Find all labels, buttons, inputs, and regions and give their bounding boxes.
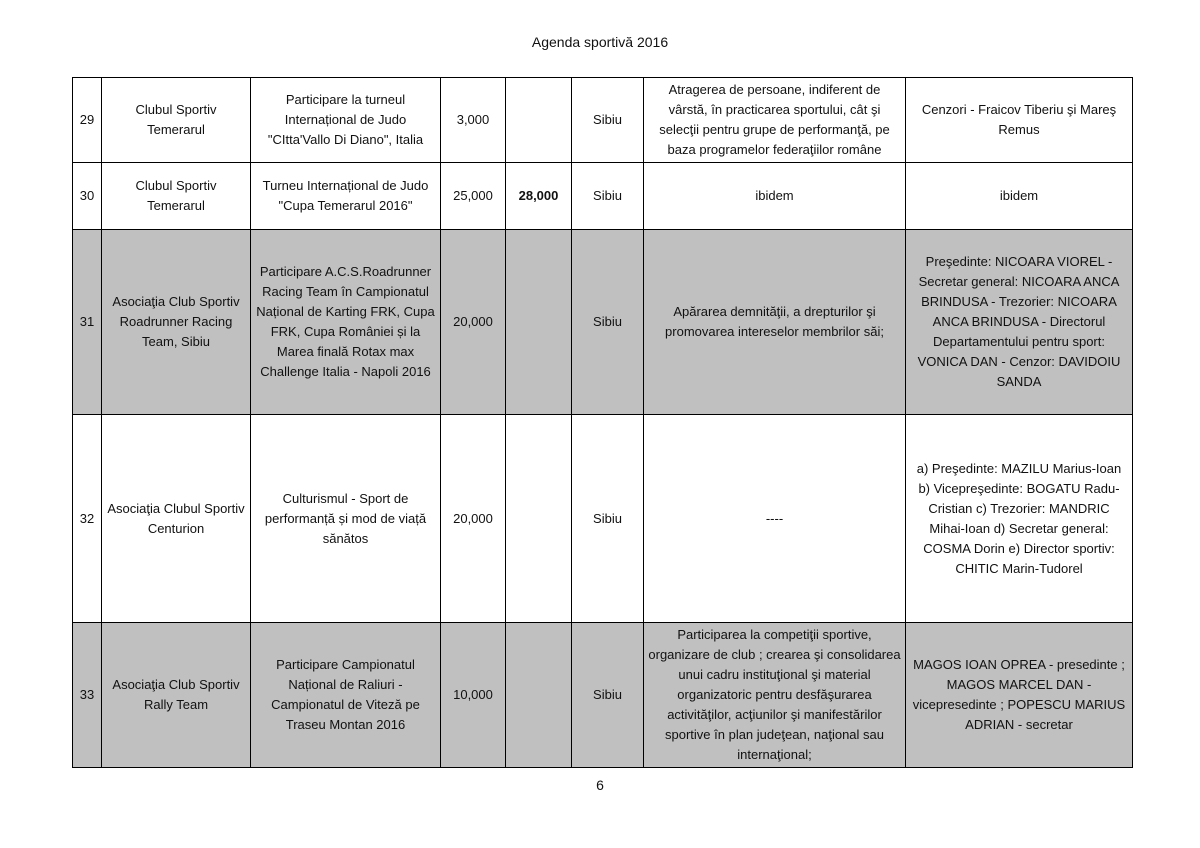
contact-persons: ibidem (906, 163, 1133, 230)
page-number: 6 (596, 777, 604, 793)
agenda-table (72, 77, 1133, 768)
amount: 3,000 (441, 78, 506, 163)
total-amount (506, 623, 572, 768)
amount: 20,000 (441, 230, 506, 415)
city: Sibiu (572, 78, 644, 163)
city: Sibiu (572, 230, 644, 415)
description: ---- (644, 415, 906, 623)
contact-persons: Preşedinte: NICOARA VIOREL - Secretar general: NICOARA ANCA BRINDUSA - Trezorier: NICOARA ANCA BRINDUSA - Directorul Departamentului pentru sport: VONICA DAN - Cenzor: DAVIDOIU SANDA (906, 230, 1133, 415)
event-name: Participare A.C.S.Roadrunner Racing Team în Campionatul Național de Karting FRK, Cupa FRK, Cupa României și la Marea finală Rotax max Challenge Italia - Napoli 2016 (251, 230, 441, 415)
total-amount (506, 415, 572, 623)
contact-persons: MAGOS IOAN OPREA - presedinte ; MAGOS MARCEL DAN - vicepresedinte ; POPESCU MARIUS ADRIAN - secretar (906, 623, 1133, 768)
club-name: Asociaţia Clubul Sportiv Centurion (102, 415, 251, 623)
total-amount (506, 230, 572, 415)
row-number: 32 (73, 415, 102, 623)
city: Sibiu (572, 415, 644, 623)
table-row (73, 230, 1133, 415)
table-row (73, 78, 1133, 163)
club-name: Asociaţia Club Sportiv Rally Team (102, 623, 251, 768)
row-number: 33 (73, 623, 102, 768)
table-row (73, 623, 1133, 768)
page-header-title: Agenda sportivă 2016 (531, 34, 669, 50)
description: Apărarea demnităţii, a drepturilor şi promovarea intereselor membrilor săi; (644, 230, 906, 415)
row-number: 29 (73, 78, 102, 163)
row-number: 31 (73, 230, 102, 415)
club-name: Asociaţia Club Sportiv Roadrunner Racing Team, Sibiu (102, 230, 251, 415)
description: Participarea la competiţii sportive, organizare de club ; crearea şi consolidarea unui cadru instituţional şi material organizatoric pentru desfăşurarea activităţilor, acţiunilor şi manifestărilor sportive în plan judeţean, naţional sau internaţional; (644, 623, 906, 768)
description: Atragerea de persoane, indiferent de vârstă, în practicarea sportului, cât şi selecţii pentru grupe de performanţă, pe baza programelor federaţiilor române (644, 78, 906, 163)
amount: 10,000 (441, 623, 506, 768)
amount: 20,000 (441, 415, 506, 623)
contact-persons: a) Preşedinte: MAZILU Marius-Ioan b) Vicepreşedinte: BOGATU Radu-Cristian c) Trezorier: MANDRIC Mihai-Ioan d) Secretar general: COSMA Dorin e) Director sportiv: CHITIC Marin-Tudorel (906, 415, 1133, 623)
description: ibidem (644, 163, 906, 230)
city: Sibiu (572, 623, 644, 768)
club-name: Clubul Sportiv Temerarul (102, 78, 251, 163)
event-name: Participare Campionatul Național de Raliuri - Campionatul de Viteză pe Traseu Montan 2016 (251, 623, 441, 768)
amount: 25,000 (441, 163, 506, 230)
event-name: Culturismul - Sport de performanță și mod de viață sănătos (251, 415, 441, 623)
contact-persons: Cenzori - Fraicov Tiberiu şi Mareş Remus (906, 78, 1133, 163)
table-row (73, 163, 1133, 230)
total-amount: 28,000 (506, 163, 572, 230)
event-name: Turneu Internațional de Judo "Cupa Temerarul 2016" (251, 163, 441, 230)
total-amount (506, 78, 572, 163)
city: Sibiu (572, 163, 644, 230)
table-row (73, 415, 1133, 623)
event-name: Participare la turneul Internațional de Judo "CItta'Vallo Di Diano", Italia (251, 78, 441, 163)
row-number: 30 (73, 163, 102, 230)
club-name: Clubul Sportiv Temerarul (102, 163, 251, 230)
